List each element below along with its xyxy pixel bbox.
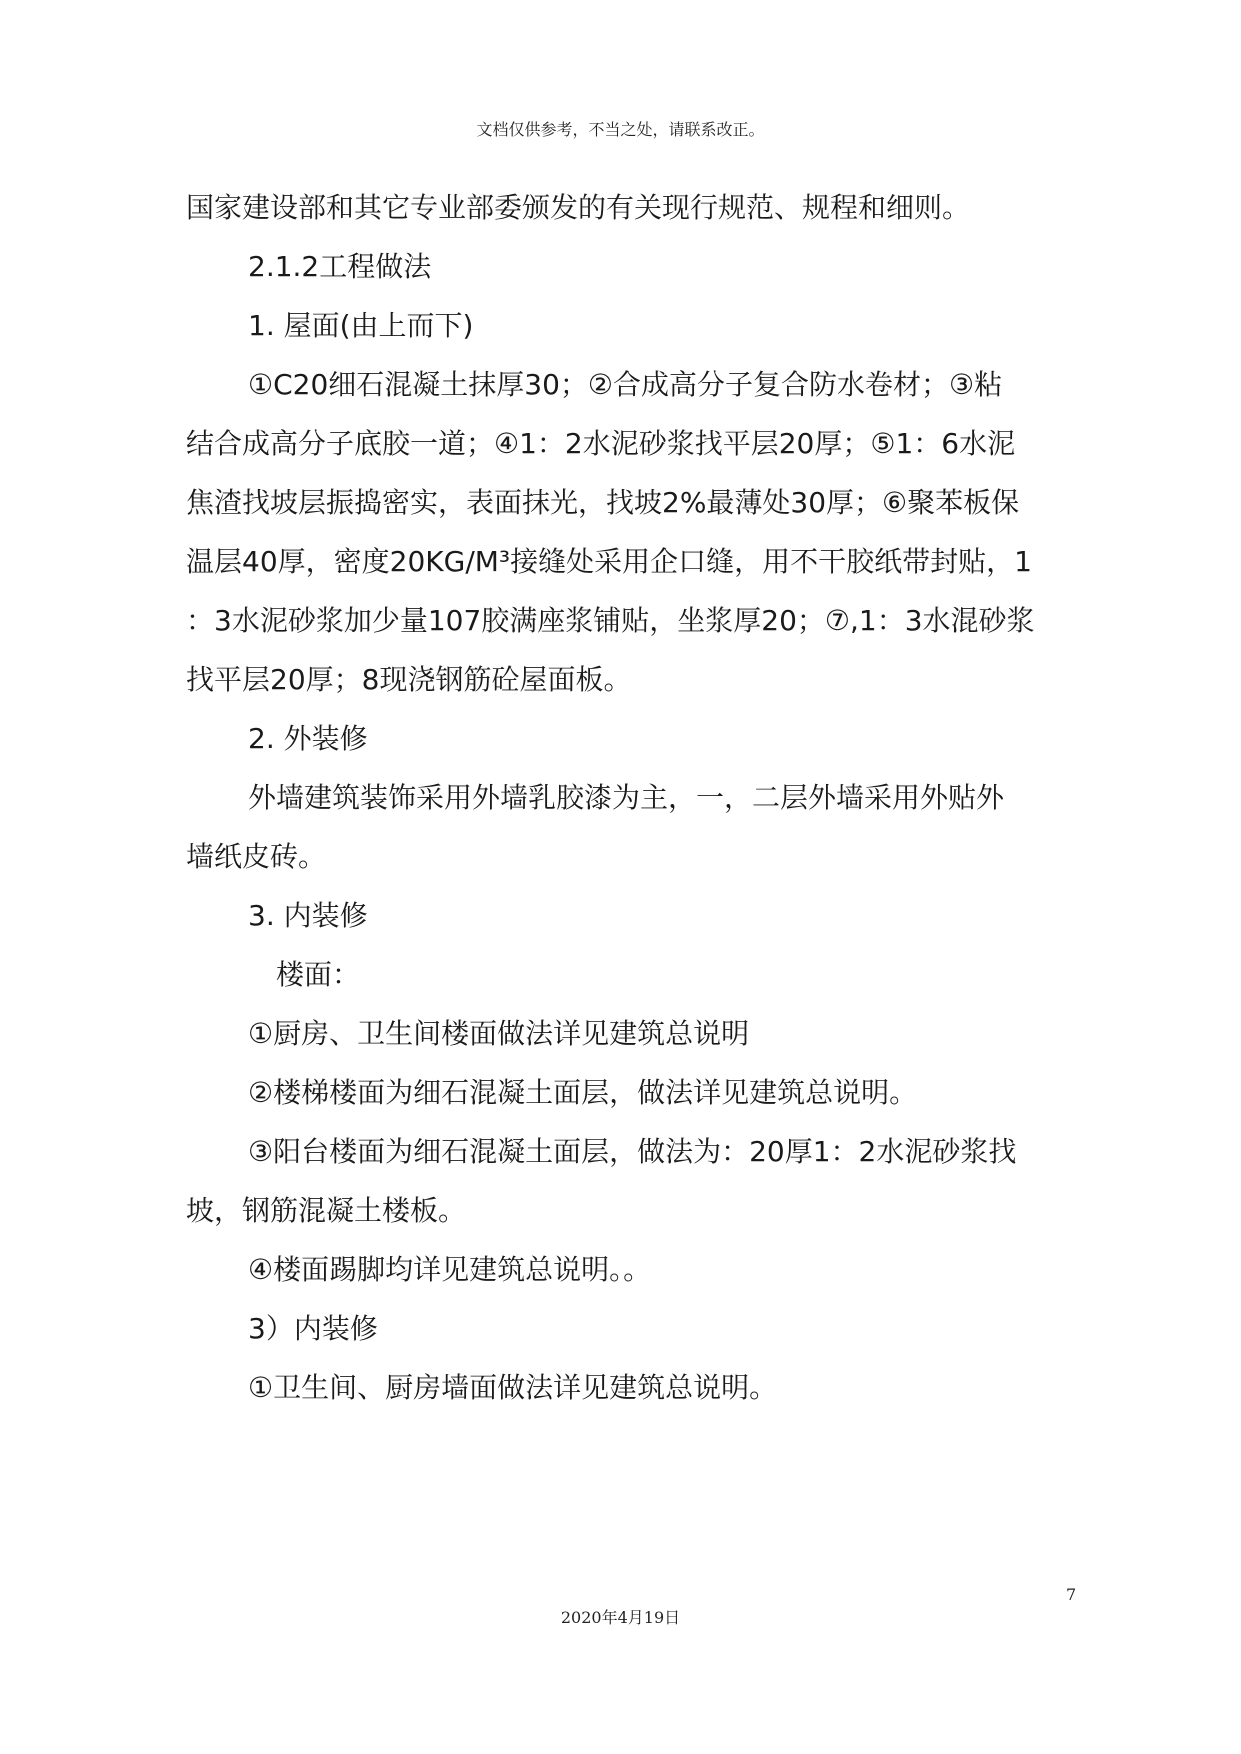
paragraph-line: ②楼梯楼面为细石混凝土面层，做法详见建筑总说明。 <box>248 1076 918 1109</box>
subsection-heading: 1. 屋面(由上而下) <box>248 309 474 342</box>
paragraph-line: 温层40厚，密度20KG/M³接缝处采用企口缝，用不干胶纸带封贴，1 <box>186 545 1032 578</box>
paragraph-line: ：3水泥砂浆加少量107胶满座浆铺贴，坐浆厚20；⑦,1：3水混砂浆 <box>186 604 1035 637</box>
paragraph-line: ①卫生间、厨房墙面做法详见建筑总说明。 <box>248 1371 778 1404</box>
paragraph-line: 找平层20厚；8现浇钢筋砼屋面板。 <box>186 663 632 696</box>
section-heading: 2.1.2工程做法 <box>248 250 432 283</box>
page-number: 7 <box>1066 1585 1077 1604</box>
paragraph-line: 焦渣找坡层振捣密实，表面抹光，找坡2%最薄处30厚；⑥聚苯板保 <box>186 486 1020 519</box>
paragraph-line: 墙纸皮砖。 <box>186 840 327 873</box>
paragraph-line: 坡，钢筋混凝土楼板。 <box>186 1194 467 1227</box>
paragraph-line: 结合成高分子底胶一道；④1：2水泥砂浆找平层20厚；⑤1：6水泥 <box>186 427 1016 460</box>
paragraph-line: ④楼面踢脚均详见建筑总说明。。 <box>248 1253 652 1286</box>
paragraph-line: ①厨房、卫生间楼面做法详见建筑总说明 <box>248 1017 750 1050</box>
subsection-heading: 3. 内装修 <box>248 899 368 932</box>
header-notice: 文档仅供参考，不当之处，请联系改正。 <box>476 120 765 139</box>
paragraph-line: ①C20细石混凝土抹厚30；②合成高分子复合防水卷材；③粘 <box>248 368 1003 401</box>
paragraph-line: ③阳台楼面为细石混凝土面层，做法为：20厚1：2水泥砂浆找 <box>248 1135 1017 1168</box>
subsection-heading: 3）内装修 <box>248 1312 378 1345</box>
subsection-heading: 2. 外装修 <box>248 722 368 755</box>
paragraph-line: 外墙建筑装饰采用外墙乳胶漆为主，一，二层外墙采用外贴外 <box>248 781 1005 814</box>
paragraph-line: 楼面： <box>276 958 361 991</box>
paragraph-line: 国家建设部和其它专业部委颁发的有关现行规范、规程和细则。 <box>186 191 971 224</box>
footer-date: 2020年4月19日 <box>560 1608 681 1627</box>
